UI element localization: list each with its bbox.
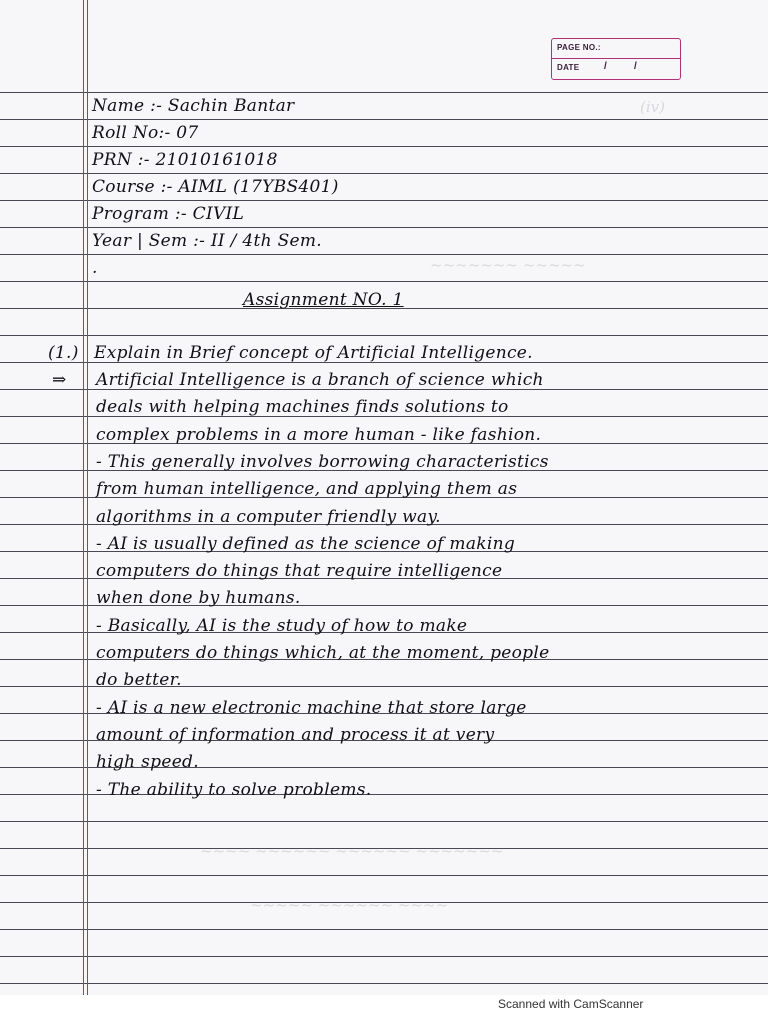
answer-line: - AI is usually defined as the science of making [96,533,516,554]
date-separator: / [604,61,607,72]
answer-line: deals with helping machines finds solutions to [96,397,509,418]
ruled-line [0,281,768,282]
ruled-line [0,146,768,147]
ruled-line [0,983,768,984]
ruled-line [0,119,768,120]
prn-number: PRN :- 21010161018 [92,150,278,170]
student-name: Name :- Sachin Bantar [92,96,295,116]
ruled-line [0,227,768,228]
bleed-through-text: ~~~~~~~ ~~~~~ [430,256,586,274]
year-semester: Year | Sem :- II / 4th Sem. [92,231,323,251]
stray-dot: . [92,258,98,278]
margin-line-inner [87,0,88,995]
answer-line: - AI is a new electronic machine that store large [96,697,527,718]
roll-number: Roll No:- 07 [92,123,199,143]
page-date-box [551,38,681,80]
ruled-line [0,92,768,93]
answer-line: computers do things which, at the moment, people [96,643,550,663]
answer-line: amount of information and process it at very [96,724,495,745]
ruled-line [0,173,768,174]
question-number: (1.) [48,343,79,363]
bleed-through-text: ~~~~ ~~~~~~ ~~~~~~ ~~~~~~~ [200,842,504,860]
course: Course :- AIML (17YBS401) [92,177,339,197]
ruled-line [0,200,768,201]
answer-line: do better. [96,670,182,691]
answer-line: computers do things that require intelligence [96,561,503,582]
page-box-divider [552,58,680,59]
question-text: Explain in Brief concept of Artificial Intelligence. [94,343,533,363]
answer-line: - This generally involves borrowing characteristics [96,451,549,472]
answer-line: - The ability to solve problems. [96,779,372,800]
answer-line: Artificial Intelligence is a branch of science which [96,370,544,390]
ruled-line [0,821,768,822]
ruled-line [0,956,768,957]
assignment-title: Assignment NO. 1 [243,290,404,310]
margin-line [83,0,84,995]
bleed-through-text: ~~~~~ ~~~~~~ ~~~~ [250,896,449,914]
ruled-line [0,254,768,255]
answer-line: high speed. [96,752,199,773]
ruled-line [0,335,768,336]
answer-arrow: ⇒ [52,370,67,390]
ruled-line [0,929,768,930]
date-label: DATE [557,63,580,72]
date-separator: / [634,61,637,72]
bleed-through-text: (iv) [640,98,665,116]
answer-line: - Basically, AI is the study of how to make [96,615,468,636]
answer-line: from human intelligence, and applying them as [96,479,518,500]
answer-line: algorithms in a computer friendly way. [96,506,441,527]
program: Program :- CIVIL [92,204,245,224]
answer-line: when done by humans. [96,588,301,609]
page-no-label: PAGE NO.: [557,43,601,52]
scanner-watermark: Scanned with CamScanner [498,997,644,1011]
answer-line: complex problems in a more human - like fashion. [96,424,542,445]
ruled-line [0,875,768,876]
